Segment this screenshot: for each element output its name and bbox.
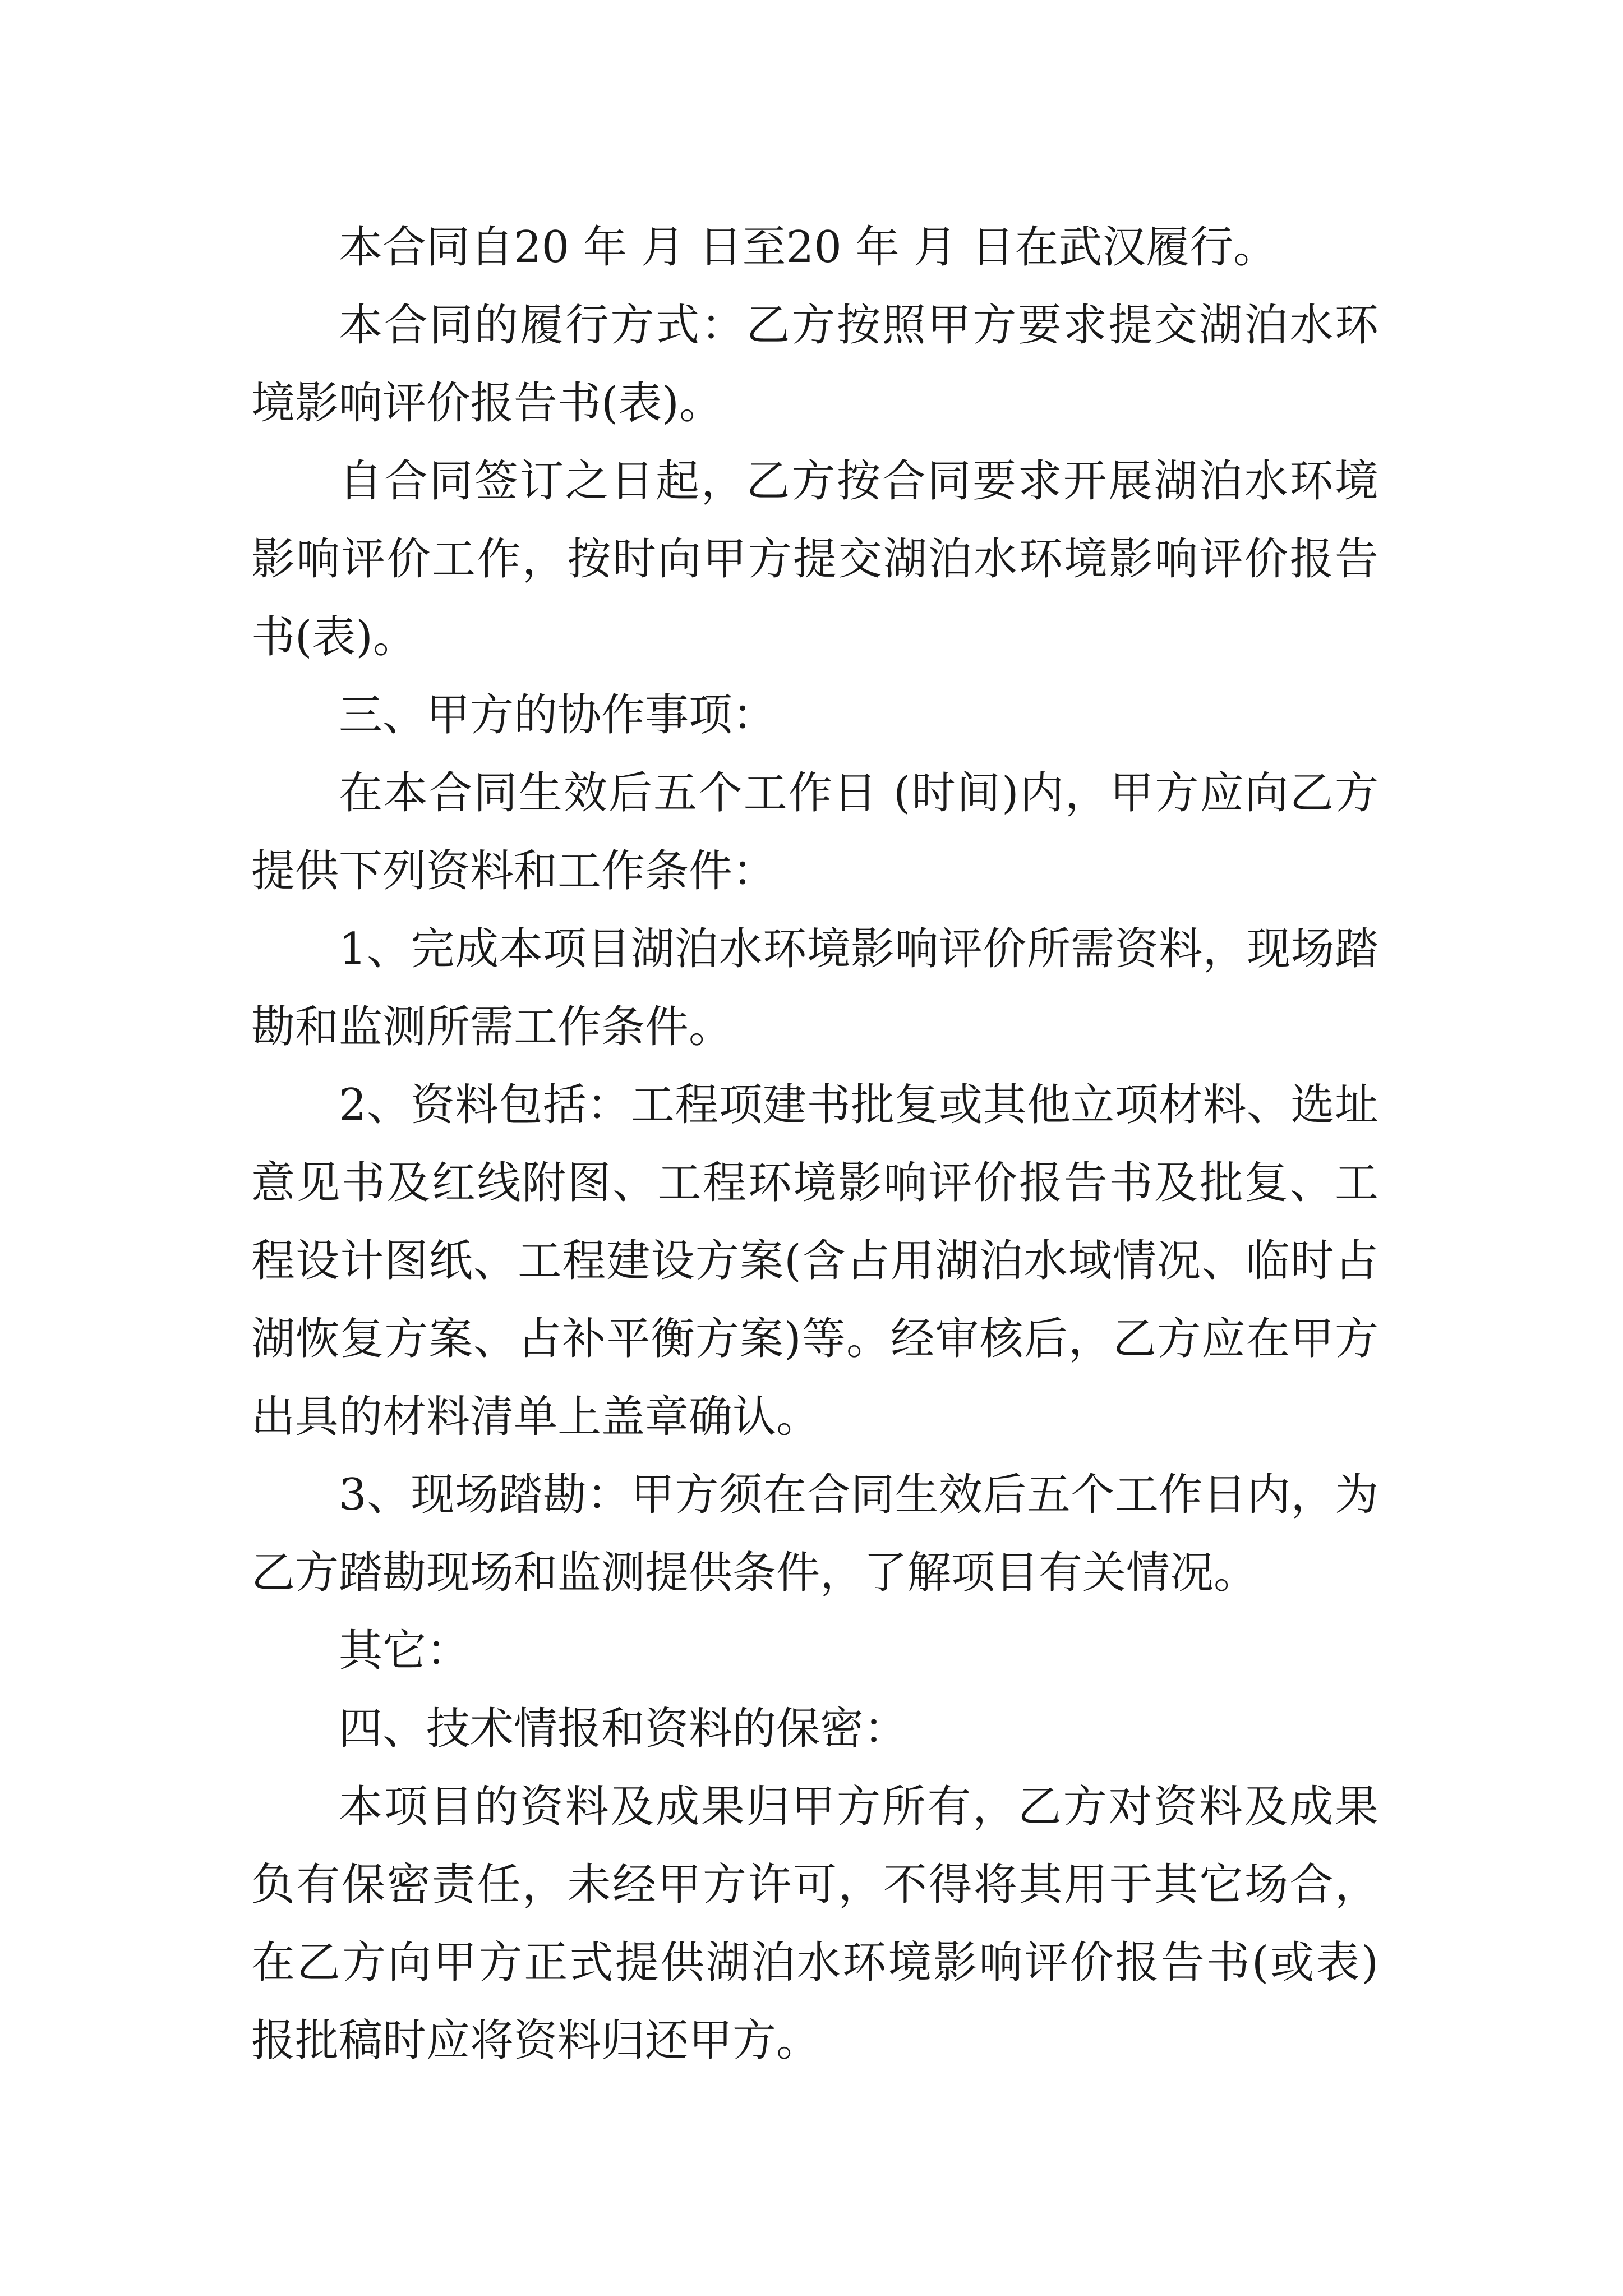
list-item-3: 3、现场踏勘：甲方须在合同生效后五个工作日内，为乙方踏勘现场和监测提供条件，了解项目有关情况。 [251,1470,1378,1598]
paragraph-other: 其它： [339,1626,471,1676]
paragraph-confidentiality: 本项目的资料及成果归甲方所有，乙方对资料及成果负有保密责任，未经甲方许可，不得将其用于其它场合，在乙方向甲方正式提供湖泊水环境影响评价报告书(或表)报批稿时应将资料归还甲方。 [251,1782,1378,2066]
paragraph-performance-method: 本合同的履行方式：乙方按照甲方要求提交湖泊水环境影响评价报告书(表)。 [251,300,1378,429]
contract-body [251,209,1378,2080]
paragraph-performance-period: 本合同自20 年 月 日至20 年 月 日在武汉履行。 [339,222,1278,273]
paragraph-materials-provision: 在本合同生效后五个工作日 (时间)内，甲方应向乙方提供下列资料和工作条件： [251,768,1378,896]
section-heading-confidentiality: 四、技术情报和资料的保密： [339,1704,908,1754]
section-heading-cooperation: 三、甲方的协作事项： [339,690,777,740]
list-item-2: 2、资料包括：工程项建书批复或其他立项材料、选址意见书及红线附图、工程环境影响评价报告书及批复、工程设计图纸、工程建设方案(含占用湖泊水域情况、临时占湖恢复方案、占补平衡方案)等。经审核后，乙方应在甲方出具的材料清单上盖章确认。 [251,1080,1378,1442]
paragraph-work-start: 自合同签订之日起，乙方按合同要求开展湖泊水环境影响评价工作，按时向甲方提交湖泊水环境影响评价报告书(表)。 [251,456,1378,662]
list-item-1: 1、完成本项目湖泊水环境影响评价所需资料，现场踏勘和监测所需工作条件。 [251,924,1378,1052]
